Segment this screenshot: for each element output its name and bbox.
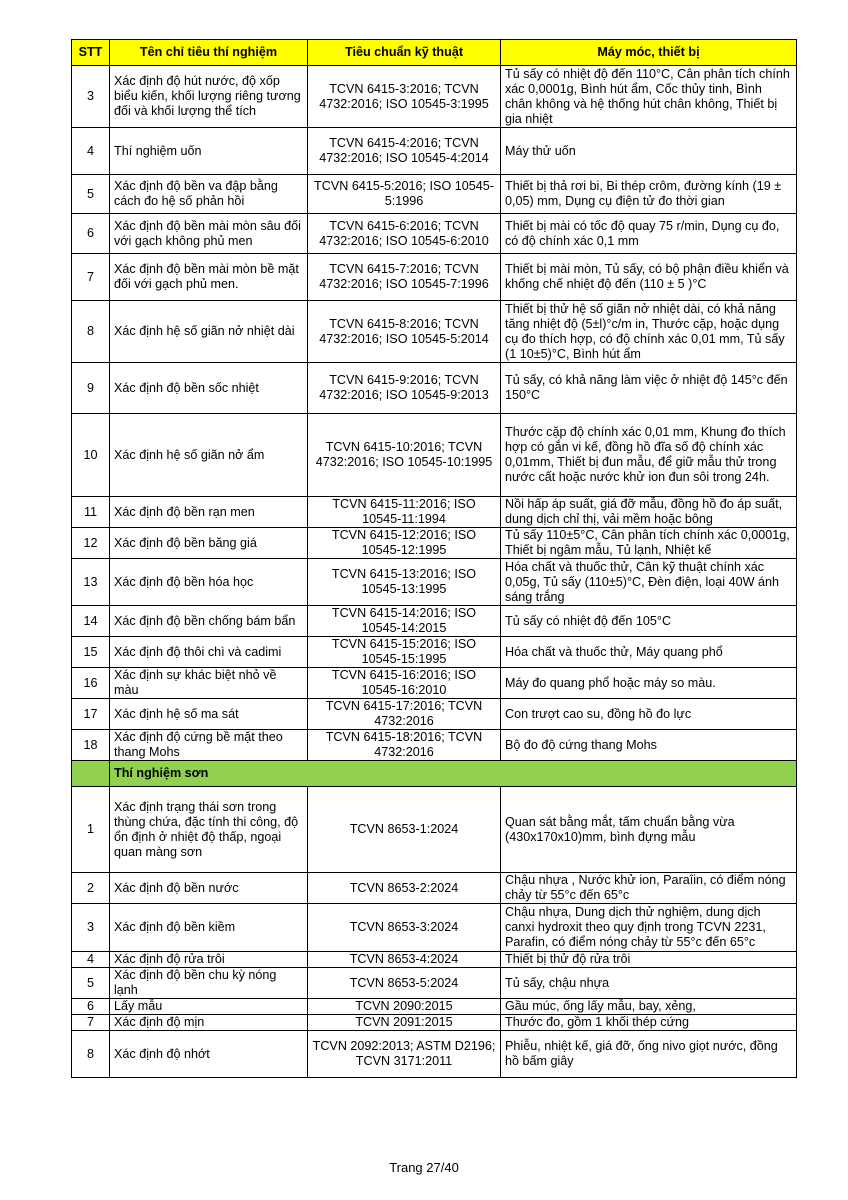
cell-equipment: Nồi hấp áp suất, giá đỡ mẫu, đồng hồ đo áp suất, dung dịch chỉ thị, vải mềm hoặc bông xyxy=(501,497,797,528)
cell-test-name: Xác định độ rửa trôi xyxy=(110,952,308,968)
cell-equipment: Quan sát bằng mắt, tấm chuẩn bằng vừa (430x170x10)mm, bình đựng mẫu xyxy=(501,787,797,873)
cell-test-name: Xác định độ bền kiềm xyxy=(110,904,308,952)
cell-standard: TCVN 6415-16:2016; ISO 10545-16:2010 xyxy=(308,668,501,699)
cell-equipment: Tủ sấy, chậu nhựa xyxy=(501,968,797,999)
cell-standard: TCVN 6415-7:2016; TCVN 4732:2016; ISO 10545-7:1996 xyxy=(308,254,501,301)
cell-test-name: Xác định trạng thái sơn trong thùng chứa, đặc tính thi công, độ ổn định ở nhiệt độ thấp, ngoại quan màng sơn xyxy=(110,787,308,873)
cell-standard: TCVN 6415-6:2016; TCVN 4732:2016; ISO 10545-6:2010 xyxy=(308,214,501,254)
cell-standard: TCVN 6415-10:2016; TCVN 4732:2016; ISO 10545-10:1995 xyxy=(308,414,501,497)
cell-stt: 17 xyxy=(72,699,110,730)
table-row xyxy=(72,606,797,637)
cell-standard: TCVN 6415-3:2016; TCVN 4732:2016; ISO 10545-3:1995 xyxy=(308,66,501,128)
cell-test-name: Xác định độ bền mài mòn sâu đối với gạch không phủ men xyxy=(110,214,308,254)
cell-stt: 4 xyxy=(72,128,110,175)
cell-standard: TCVN 2092:2013; ASTM D2196; TCVN 3171:2011 xyxy=(308,1031,501,1078)
cell-equipment: Phiễu, nhiệt kế, giá đỡ, ống nivo giọt nước, đồng hồ bấm giây xyxy=(501,1031,797,1078)
cell-standard: TCVN 8653-4:2024 xyxy=(308,952,501,968)
cell-test-name: Xác định độ bền sốc nhiệt xyxy=(110,363,308,414)
cell-standard: TCVN 8653-2:2024 xyxy=(308,873,501,904)
table-row xyxy=(72,175,797,214)
table-row xyxy=(72,559,797,606)
cell-test-name: Xác định hệ số giãn nở ẩm xyxy=(110,414,308,497)
cell-standard: TCVN 6415-18:2016; TCVN 4732:2016 xyxy=(308,730,501,761)
cell-equipment: Thiết bị thử độ rửa trôi xyxy=(501,952,797,968)
cell-stt: 5 xyxy=(72,968,110,999)
cell-equipment: Bộ đo độ cứng thang Mohs xyxy=(501,730,797,761)
cell-standard: TCVN 6415-12:2016; ISO 10545-12:1995 xyxy=(308,528,501,559)
cell-equipment: Hóa chất và thuốc thử, Máy quang phổ xyxy=(501,637,797,668)
cell-equipment: Thiết bị mài mòn, Tủ sấy, có bộ phận điều khiển và khống chế nhiệt độ đến (110 ± 5 )°C xyxy=(501,254,797,301)
cell-stt: 1 xyxy=(72,787,110,873)
cell-stt: 11 xyxy=(72,497,110,528)
cell-equipment: Thiết bị thả rơi bi, Bi thép crôm, đường kính (19 ± 0,05) mm, Dụng cụ điện tử đo thời gian xyxy=(501,175,797,214)
cell-equipment: Tủ sấy 110±5°C, Cân phân tích chính xác 0,0001g, Thiết bị ngâm mẫu, Tủ lạnh, Nhiệt kế xyxy=(501,528,797,559)
cell-test-name: Xác định độ hút nước, độ xốp biểu kiến, khối lượng riêng tương đối và khối lượng thể tích xyxy=(110,66,308,128)
cell-standard: TCVN 6415-13:2016; ISO 10545-13:1995 xyxy=(308,559,501,606)
page-number: Trang 27/40 xyxy=(389,1160,459,1175)
table-row xyxy=(72,699,797,730)
cell-test-name: Xác định độ bền mài mòn bề mặt đối với gạch phủ men. xyxy=(110,254,308,301)
table-row xyxy=(72,904,797,952)
table-row xyxy=(72,952,797,968)
cell-stt: 10 xyxy=(72,414,110,497)
cell-equipment: Chậu nhựa , Nước khử ion, Paraîin, có điểm nóng chảy từ 55°c đến 65°c xyxy=(501,873,797,904)
table-row xyxy=(72,730,797,761)
cell-equipment: Gầu múc, ống lấy mẫu, bay, xẻng, xyxy=(501,999,797,1015)
cell-test-name: Xác định độ thôi chì và cadimi xyxy=(110,637,308,668)
cell-equipment: Con trượt cao su, đồng hồ đo lực xyxy=(501,699,797,730)
cell-standard: TCVN 6415-17:2016; TCVN 4732:2016 xyxy=(308,699,501,730)
cell-stt: 5 xyxy=(72,175,110,214)
header-equipment: Máy móc, thiết bị xyxy=(501,40,797,66)
cell-standard: TCVN 2091:2015 xyxy=(308,1015,501,1031)
table-row xyxy=(72,363,797,414)
cell-equipment: Tủ sấy, có khả năng làm việc ở nhiệt độ 145°c đến 150°C xyxy=(501,363,797,414)
cell-standard: TCVN 6415-5:2016; ISO 10545-5:1996 xyxy=(308,175,501,214)
section-row xyxy=(72,761,797,787)
table-row xyxy=(72,128,797,175)
table-row xyxy=(72,1015,797,1031)
cell-test-name: Xác định độ bền băng giá xyxy=(110,528,308,559)
table-header-row xyxy=(72,40,797,66)
cell-test-name: Xác định độ bền nước xyxy=(110,873,308,904)
header-test-name: Tên chỉ tiêu thí nghiệm xyxy=(110,40,308,66)
cell-test-name: Xác định độ cứng bề mặt theo thang Mohs xyxy=(110,730,308,761)
cell-stt: 2 xyxy=(72,873,110,904)
cell-test-name: Xác định độ bền va đập bằng cách đo hệ số phản hồi xyxy=(110,175,308,214)
cell-stt: 18 xyxy=(72,730,110,761)
cell-standard: TCVN 8653-5:2024 xyxy=(308,968,501,999)
cell-stt: 3 xyxy=(72,904,110,952)
cell-standard: TCVN 2090:2015 xyxy=(308,999,501,1015)
cell-stt: 12 xyxy=(72,528,110,559)
cell-stt: 3 xyxy=(72,66,110,128)
table-row xyxy=(72,1031,797,1078)
table-row xyxy=(72,214,797,254)
cell-test-name: Xác định sự khác biệt nhỏ về màu xyxy=(110,668,308,699)
section-title: Thí nghiệm sơn xyxy=(110,761,797,787)
table-row xyxy=(72,637,797,668)
cell-standard: TCVN 6415-14:2016; ISO 10545-14:2015 xyxy=(308,606,501,637)
cell-standard: TCVN 6415-9:2016; TCVN 4732:2016; ISO 10545-9:2013 xyxy=(308,363,501,414)
cell-stt: 8 xyxy=(72,301,110,363)
table-row xyxy=(72,254,797,301)
cell-equipment: Hóa chất và thuốc thử, Cân kỹ thuật chính xác 0,05g, Tủ sấy (110±5)°C, Đèn điện, loại 40W ánh sáng trắng xyxy=(501,559,797,606)
table-row xyxy=(72,301,797,363)
cell-stt: 13 xyxy=(72,559,110,606)
cell-test-name: Xác định hệ số ma sát xyxy=(110,699,308,730)
cell-standard: TCVN 6415-11:2016; ISO 10545-11:1994 xyxy=(308,497,501,528)
cell-standard: TCVN 6415-15:2016; ISO 10545-15:1995 xyxy=(308,637,501,668)
cell-test-name: Xác định độ bền chống bám bẩn xyxy=(110,606,308,637)
cell-stt: 4 xyxy=(72,952,110,968)
cell-stt: 15 xyxy=(72,637,110,668)
table-row xyxy=(72,414,797,497)
table-row xyxy=(72,787,797,873)
cell-equipment: Tủ sấy có nhiệt độ đến 105°C xyxy=(501,606,797,637)
table-row xyxy=(72,66,797,128)
cell-stt: 7 xyxy=(72,1015,110,1031)
cell-test-name: Lấy mẫu xyxy=(110,999,308,1015)
table-row xyxy=(72,528,797,559)
cell-equipment: Thiết bị thử hệ số giãn nở nhiệt dài, có khả năng tăng nhiệt độ (5±l)°c/m in, Thước cặp, hoặc dụng cụ đo thích hợp, có độ chính xác 0,01 mm, Tủ sấy (1 10±5)°C, Bình hút ẩm xyxy=(501,301,797,363)
cell-stt: 14 xyxy=(72,606,110,637)
cell-stt: 6 xyxy=(72,214,110,254)
cell-equipment: Thước cặp độ chính xác 0,01 mm, Khung đo thích hợp có gắn vi kế, đồng hồ đĩa số độ chính xác 0,01mm, Thiết bị đun mẫu, để giữ mẫu thử trong nước cất hoặc nước khử ion đun sôi trong 24h. xyxy=(501,414,797,497)
cell-equipment: Tủ sấy có nhiệt độ đến 110°C, Cân phân tích chính xác 0,0001g, Bình hút ẩm, Cốc thủy tinh, Bình chân không và hệ thống hút chân không, Thiết bị gia nhiệt xyxy=(501,66,797,128)
table-row xyxy=(72,497,797,528)
cell-equipment: Máy đo quang phổ hoặc máy so màu. xyxy=(501,668,797,699)
cell-test-name: Xác định độ bền hóa học xyxy=(110,559,308,606)
header-standard: Tiêu chuẩn kỹ thuật xyxy=(308,40,501,66)
cell-equipment: Thước đo, gồm 1 khối thép cứng xyxy=(501,1015,797,1031)
cell-standard: TCVN 6415-4:2016; TCVN 4732:2016; ISO 10545-4:2014 xyxy=(308,128,501,175)
header-stt: STT xyxy=(72,40,110,66)
cell-stt: 7 xyxy=(72,254,110,301)
cell-stt: 8 xyxy=(72,1031,110,1078)
table-row xyxy=(72,999,797,1015)
cell-equipment: Chậu nhựa, Dung dịch thử nghiệm, dung dịch canxi hydroxit theo quy định trong TCVN 2231, Parafin, có điểm nóng chảy từ 55°c đến 65°c xyxy=(501,904,797,952)
test-table xyxy=(71,39,797,1078)
table-row xyxy=(72,968,797,999)
cell-equipment: Máy thử uốn xyxy=(501,128,797,175)
table-row xyxy=(72,873,797,904)
cell-test-name: Xác định độ mịn xyxy=(110,1015,308,1031)
cell-stt: 9 xyxy=(72,363,110,414)
section-stt-cell xyxy=(72,761,110,787)
cell-test-name: Xác định độ bền chu kỳ nóng lạnh xyxy=(110,968,308,999)
cell-standard: TCVN 8653-3:2024 xyxy=(308,904,501,952)
table-row xyxy=(72,668,797,699)
cell-test-name: Thí nghiệm uốn xyxy=(110,128,308,175)
cell-stt: 6 xyxy=(72,999,110,1015)
cell-test-name: Xác định độ nhớt xyxy=(110,1031,308,1078)
cell-test-name: Xác định hệ số giãn nở nhiệt dài xyxy=(110,301,308,363)
cell-standard: TCVN 8653-1:2024 xyxy=(308,787,501,873)
cell-equipment: Thiết bị mài có tốc độ quay 75 r/min, Dụng cụ đo, có độ chính xác 0,1 mm xyxy=(501,214,797,254)
cell-test-name: Xác định độ bền rạn men xyxy=(110,497,308,528)
cell-standard: TCVN 6415-8:2016; TCVN 4732:2016; ISO 10545-5:2014 xyxy=(308,301,501,363)
cell-stt: 16 xyxy=(72,668,110,699)
